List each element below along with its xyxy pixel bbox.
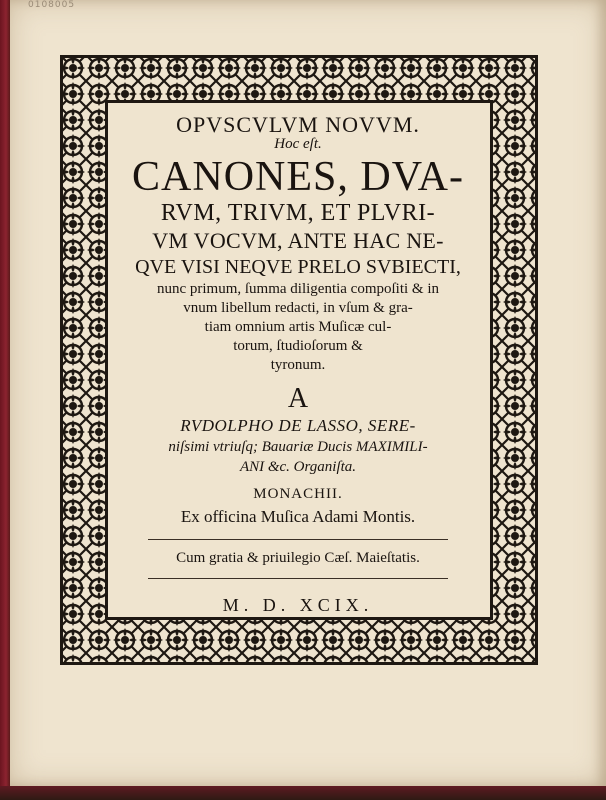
title-line-4: RVM, TRIVM, ET PLVRI- xyxy=(160,200,436,226)
author-role-line: ANI &c. Organiſta. xyxy=(239,459,357,475)
imprint-privilege: Cum gratia & priuilegio Cæſ. Maieſtatis. xyxy=(176,550,420,566)
author-preposition: A xyxy=(287,383,309,414)
separator-rule xyxy=(148,578,448,579)
title-line-2: Hoc eſt. xyxy=(274,136,322,152)
page-bottom-edge xyxy=(0,786,606,800)
author-title-line: niſsimi vtriuſq; Bauariæ Ducis MAXIMILI- xyxy=(168,439,428,455)
body-line: tyronum. xyxy=(270,357,326,373)
imprint-printer: Ex officina Muſica Adami Montis. xyxy=(180,507,416,526)
body-line: torum, ſtudioſorum & xyxy=(233,338,363,354)
title-line-5: VM VOCVM, ANTE HAC NE- xyxy=(152,228,444,253)
imprint-city: MONACHII. xyxy=(253,486,343,502)
title-line-1: OPVSCVLVM NOVVM. xyxy=(176,112,420,137)
binding-edge xyxy=(0,0,10,800)
body-line: nunc primum, ſumma diligentia compoſiti & in xyxy=(156,281,440,297)
catalog-number: 0108005 xyxy=(28,0,76,10)
body-line: tiam omnium artis Muſicæ cul- xyxy=(204,319,392,335)
title-line-3: CANONES, DVA- xyxy=(132,154,464,200)
title-line-6: QVE VISI NEQVE PRELO SVBIECTI, xyxy=(135,256,461,278)
separator-rule xyxy=(148,539,448,540)
author-name-line: RVDOLPHO DE LASSO, SERE- xyxy=(180,416,416,435)
body-line: vnum libellum redacti, in vſum & gra- xyxy=(183,300,413,316)
imprint-year: M. D. XCIX. xyxy=(222,595,374,615)
title-page-content xyxy=(110,110,486,617)
